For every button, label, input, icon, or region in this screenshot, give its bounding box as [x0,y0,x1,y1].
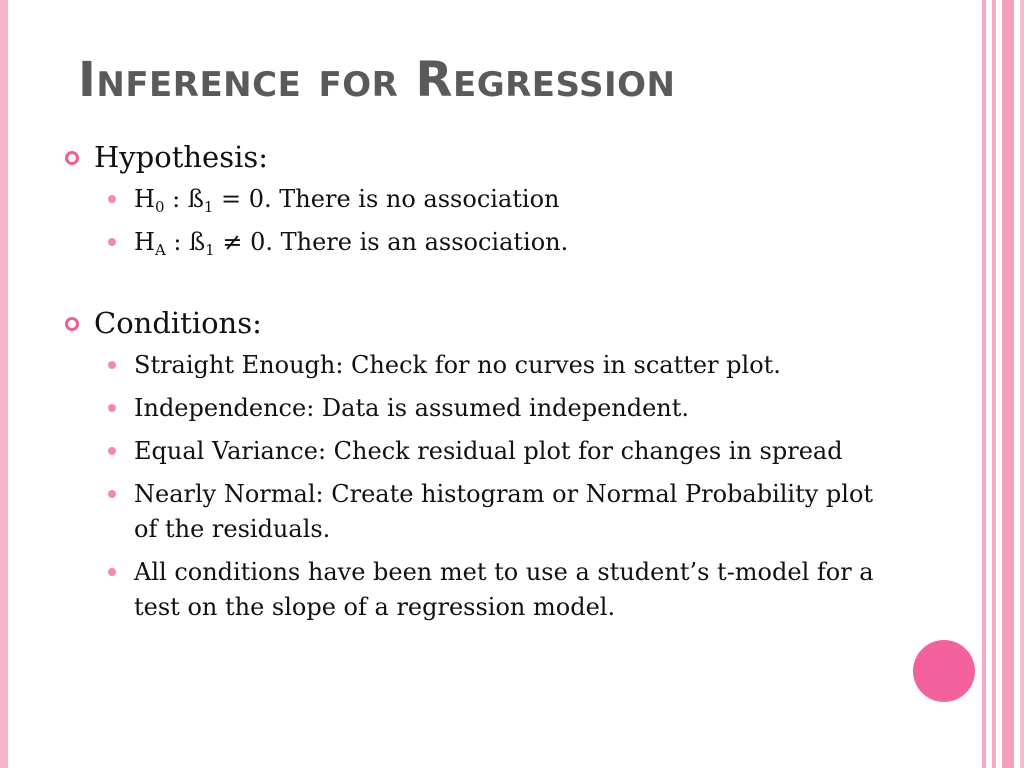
stripe [982,0,986,768]
subscript: 1 [203,198,214,216]
ring-bullet-icon [65,317,79,331]
conditions-list [62,348,882,625]
item-text: Nearly Normal: Create histogram or Normal Probability plot of the residuals. [134,480,874,543]
item-text: = 0. There is no association [213,185,560,213]
list-item [62,182,882,217]
decorative-stripes [980,0,1024,768]
item-text: Equal Variance: Check residual plot for changes in spread [134,437,843,465]
ring-bullet-icon [65,151,79,165]
hypothesis-list [62,182,882,260]
item-text: Straight Enough: Check for no curves in scatter plot. [134,351,781,379]
list-item [62,434,882,469]
section-heading: Conditions: [94,306,262,340]
dot-bullet-icon [108,361,116,369]
stripe [1020,0,1024,768]
section-heading: Hypothesis: [94,140,268,174]
list-item [62,225,882,260]
dot-bullet-icon [108,490,116,498]
symbol-h: H [134,228,155,256]
subscript: A [154,241,166,259]
stripe [1002,0,1014,768]
slide-body [62,138,882,633]
subscript: 1 [205,241,215,259]
dot-bullet-icon [108,404,116,412]
list-item [62,348,882,383]
item-text: Independence: Data is assumed independent. [134,394,690,422]
section-conditions [62,304,882,342]
list-item [62,391,882,426]
item-text: ≠ 0. There is an association. [214,228,569,256]
dot-bullet-icon [108,195,116,203]
decorative-circle [913,640,975,702]
dot-bullet-icon [108,238,116,246]
dot-bullet-icon [108,568,116,576]
symbol-beta: : ß [165,228,206,256]
list-item [62,555,882,625]
item-text: All conditions have been met to use a student’s t-model for a test on the slope of a regression model. [134,558,874,621]
symbol-h: H [134,185,155,213]
section-hypothesis [62,138,882,176]
slide-title: Inference for Regression [78,52,676,108]
subscript: 0 [154,198,165,216]
symbol-beta: : ß [164,185,204,213]
dot-bullet-icon [108,447,116,455]
list-item [62,477,882,547]
stripe [992,0,996,768]
